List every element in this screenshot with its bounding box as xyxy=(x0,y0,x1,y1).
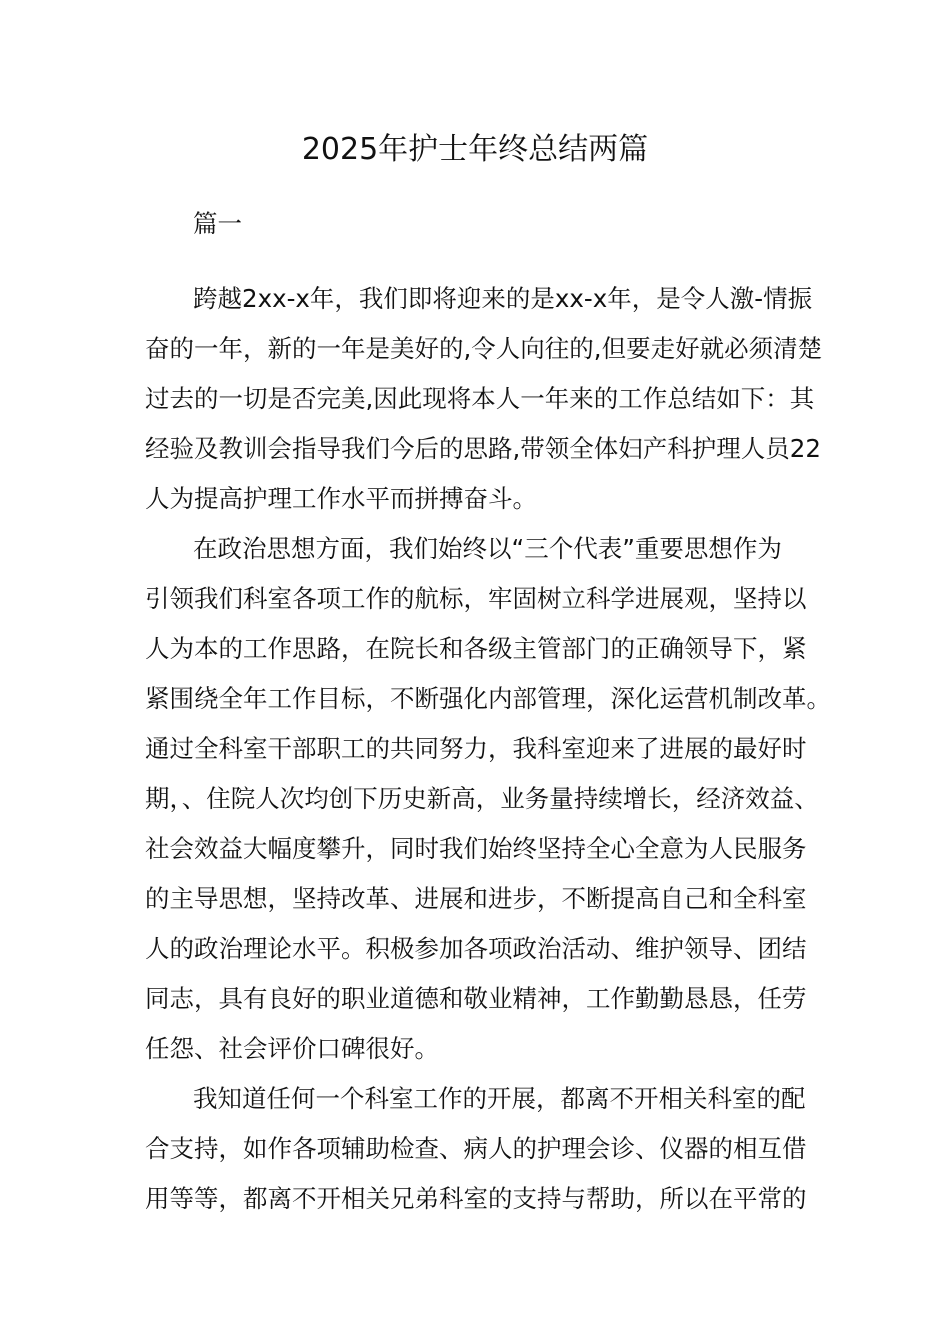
paragraph-line: 过去的一切是否完美,因此现将本人一年来的工作总结如下：其 xyxy=(145,384,815,413)
paragraph-line: 社会效益大幅度攀升，同时我们始终坚持全心全意为人民服务 xyxy=(145,834,807,863)
paragraph-line: 合支持，如作各项辅助检查、病人的护理会诊、仪器的相互借 xyxy=(145,1134,807,1163)
paragraph-line: 跨越2xx-x年，我们即将迎来的是xx-x年，是令人激-情振 xyxy=(193,284,813,313)
paragraph-line: 同志，具有良好的职业道德和敬业精神，工作勤勤恳恳，任劳 xyxy=(145,984,807,1013)
paragraph-line: 引领我们科室各项工作的航标，牢固树立科学进展观，坚持以 xyxy=(145,584,807,613)
paragraph-line: 紧围绕全年工作目标，不断强化内部管理，深化运营机制改革。 xyxy=(145,684,831,713)
paragraph-line: 的主导思想，坚持改革、进展和进步，不断提高自己和全科室 xyxy=(145,884,807,913)
paragraph-line: 期，、住院人次均创下历史新高，业务量持续增长，经济效益、 xyxy=(145,784,819,813)
section-heading: 篇一 xyxy=(193,209,242,238)
paragraph-line: 用等等，都离不开相关兄弟科室的支持与帮助，所以在平常的 xyxy=(145,1184,807,1213)
paragraph-line: 我知道任何一个科室工作的开展，都离不开相关科室的配 xyxy=(193,1084,806,1113)
paragraph-line: 人为提高护理工作水平而拼搏奋斗。 xyxy=(145,484,537,513)
paragraph-line: 人的政治理论水平。积极参加各项政治活动、维护领导、团结 xyxy=(145,934,807,963)
document-title: 2025年护士年终总结两篇 xyxy=(301,132,649,167)
paragraph-line: 奋的一年，新的一年是美好的,令人向往的,但要走好就必须清楚 xyxy=(145,334,823,363)
paragraph-line: 经验及教训会指导我们今后的思路,带领全体妇产科护理人员22 xyxy=(145,434,821,463)
paragraph-line: 通过全科室干部职工的共同努力，我科室迎来了进展的最好时 xyxy=(145,734,807,763)
paragraph-line: 人为本的工作思路，在院长和各级主管部门的正确领导下，紧 xyxy=(145,634,807,663)
paragraph-line: 在政治思想方面，我们始终以“三个代表”重要思想作为 xyxy=(193,534,782,563)
paragraph-line: 任怨、社会评价口碑很好。 xyxy=(145,1034,439,1063)
